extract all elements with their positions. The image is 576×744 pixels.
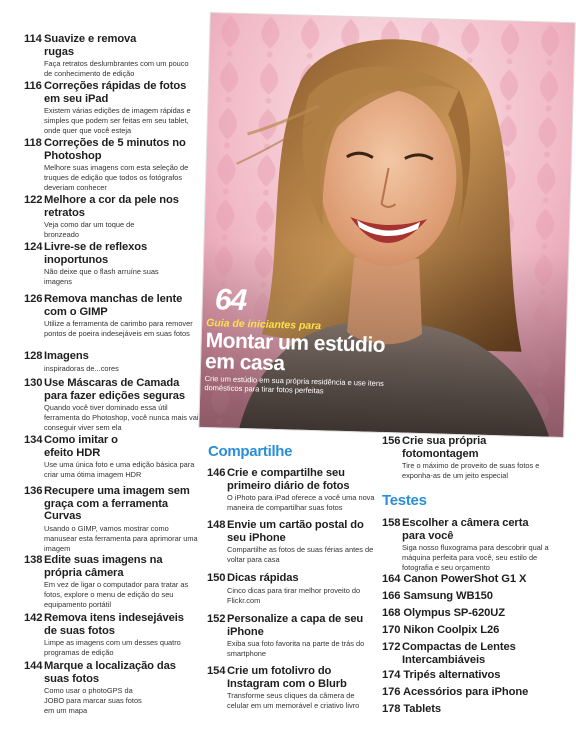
toc-entry[interactable] <box>207 665 377 711</box>
page-number: 158 <box>382 517 401 529</box>
page-number: 176 <box>382 686 401 698</box>
toc-entry[interactable] <box>382 669 500 682</box>
entry-description: Limpe as imagens com um desses quatro programas de edição <box>44 638 181 657</box>
page-number: 116 <box>24 80 42 92</box>
page-number: 118 <box>24 137 42 149</box>
toc-entry[interactable] <box>24 241 189 287</box>
page-number: 168 <box>382 607 401 619</box>
entry-title: Use Máscaras de Camada para fazer edições seguras <box>44 377 186 402</box>
entry-title: Canon PowerShot G1 X <box>403 573 527 585</box>
entry-description: Utilize a ferramenta de carimbo para remover pontos de poeira indesejáveis em suas fotos <box>44 319 193 338</box>
entry-description: Tire o máximo de proveito de suas fotos e exponha-as de um jeito especial <box>402 461 540 480</box>
toc-entry[interactable] <box>382 517 567 573</box>
entry-description: Em vez de ligar o computador para tratar as fotos, explore o menu de edição do seu equipamento portátil <box>44 580 189 609</box>
toc-entry[interactable] <box>24 660 199 716</box>
entry-title: Personalize a capa de seu iPhone <box>227 613 364 638</box>
entry-description: Compartilhe as fotos de suas férias antes de voltar para casa <box>227 545 374 564</box>
cover-page-number: 64 <box>214 283 247 318</box>
entry-description: Siga nosso fluxograma para descobrir qual a máquina perfeita para você, seu estilo de fotografia e seu orçamento <box>402 543 549 572</box>
entry-title: Crie um fotolivro do Instagram com o Blurb <box>227 665 347 690</box>
entry-title: Marque a localização das suas fotos <box>44 660 176 685</box>
toc-entry[interactable] <box>382 590 493 603</box>
section-heading-compartilhe: Compartilhe <box>208 443 293 460</box>
page-number: 126 <box>24 293 43 305</box>
entry-title: Escolher a câmera certa para você <box>402 517 529 542</box>
entry-title: Crie e compartilhe seu primeiro diário de fotos <box>227 467 350 492</box>
cover-subtitle: Guia de iniciantes para <box>206 316 322 333</box>
page-number: 174 <box>382 669 401 681</box>
entry-description: Como usar o photoGPS da JOBO para marcar suas fotos em um mapa <box>44 686 142 715</box>
toc-entry[interactable] <box>24 554 199 610</box>
entry-title: Envie um cartão postal do seu iPhone <box>227 519 364 544</box>
entry-description: Cinco dicas para tirar melhor proveito do Flickr.com <box>227 585 361 605</box>
page-number: 164 <box>382 573 401 585</box>
toc-entry[interactable] <box>382 641 567 666</box>
page-number: 130 <box>24 377 43 389</box>
toc-entry[interactable] <box>24 33 194 79</box>
entry-description: Melhore suas imagens com esta seleção de truques de edição que todos os fotógrafos deveriam conhecer <box>44 163 189 192</box>
toc-entry[interactable] <box>382 573 526 586</box>
entry-description: Existem várias edições de imagem rápidas e simples que podem ser feitas em seu tablet, onde quer que você esteja <box>44 106 191 135</box>
entry-title: Olympus SP-620UZ <box>403 607 505 619</box>
page-number: 166 <box>382 590 401 602</box>
entry-description: Não deixe que o flash arruíne suas imagens <box>44 267 159 286</box>
toc-entry[interactable] <box>382 435 562 481</box>
toc-entry[interactable] <box>24 612 199 658</box>
entry-title: Edite suas imagens na própria câmera <box>44 554 163 579</box>
toc-entry[interactable] <box>24 485 199 554</box>
entry-title: Tablets <box>403 703 442 715</box>
page-number: 170 <box>382 624 401 636</box>
entry-description: Use uma única foto e uma edição básica para criar uma ótima imagem HDR <box>44 460 195 479</box>
entry-title: Como imitar o efeito HDR <box>44 434 118 459</box>
page-number: 150 <box>207 572 226 584</box>
page-number: 152 <box>207 613 226 625</box>
toc-entry[interactable] <box>382 624 499 637</box>
entry-title: Melhore a cor da pele nos retratos <box>44 194 179 219</box>
cover-description: Crie um estúdio em sua própria residência e use itens domésticos para tirar fotos perfeitas <box>204 373 384 396</box>
page-number: 146 <box>207 467 226 479</box>
entry-description: Exiba sua foto favorita na parte de trás do smartphone <box>227 639 365 658</box>
page-number: 128 <box>24 350 43 362</box>
entry-title: Acessórios para iPhone <box>402 686 529 698</box>
entry-description: Quando você tiver dominado essa útil ferramenta do Photoshop, você nunca mais vai conseguir viver sem ela <box>44 403 199 432</box>
page-number: 178 <box>382 703 401 715</box>
toc-entry[interactable] <box>382 686 528 699</box>
entry-title: Compactas de Lentes Intercambiáveis <box>402 641 516 666</box>
entry-title: Remova itens indesejáveis de suas fotos <box>44 612 184 637</box>
toc-entry[interactable] <box>24 350 194 374</box>
page-number: 114 <box>24 33 42 45</box>
page-number: 136 <box>24 485 43 497</box>
entry-description: Veja como dar um toque de bronzeado <box>44 220 135 239</box>
page-number: 172 <box>382 641 401 653</box>
cover-photo[interactable] <box>199 13 574 437</box>
toc-entry[interactable] <box>24 80 199 136</box>
toc-entry[interactable] <box>207 519 377 565</box>
entry-title: Imagens <box>44 350 89 362</box>
entry-title: Correções de 5 minutos no Photoshop <box>44 137 186 162</box>
toc-entry[interactable] <box>24 293 202 339</box>
entry-description: Faça retratos deslumbrantes com um pouco de conhecimento de edição <box>44 59 189 78</box>
toc-entry[interactable] <box>207 613 377 659</box>
page-number: 148 <box>207 519 226 531</box>
toc-entry[interactable] <box>24 194 194 240</box>
toc-entry[interactable] <box>207 572 377 606</box>
page-number: 138 <box>24 554 43 566</box>
page-number: 154 <box>207 665 226 677</box>
page-number: 144 <box>24 660 43 672</box>
cover-title: Montar um estúdio em casa <box>204 328 386 376</box>
entry-title: Nikon Coolpix L26 <box>403 624 500 636</box>
toc-entry[interactable] <box>24 137 199 193</box>
toc-entry[interactable] <box>382 607 505 620</box>
entry-description: inspiradoras de...cores <box>44 363 119 373</box>
entry-title: Correções rápidas de fotos em seu iPad <box>44 80 187 105</box>
page-number: 124 <box>24 241 43 253</box>
page-number: 134 <box>24 434 43 446</box>
page-number: 156 <box>382 435 401 447</box>
entry-title: Tripés alternativos <box>403 669 501 681</box>
entry-title: Recupere uma imagem sem graça com a ferramenta Curvas <box>44 485 190 522</box>
entry-title: Samsung WB150 <box>403 590 493 602</box>
entry-title: Livre-se de reflexos inoportunos <box>44 241 148 266</box>
entry-title: Suavize e remova rugas <box>44 33 137 58</box>
page-number: 122 <box>24 194 43 206</box>
section-heading-testes: Testes <box>382 492 427 509</box>
entry-title: Remova manchas de lente com o GIMP <box>44 293 183 318</box>
toc-entry[interactable] <box>24 377 199 433</box>
entry-description: O iPhoto para iPad oferece a você uma nova maneira de compartilhar suas fotos <box>227 493 375 512</box>
entry-description: Transforme seus cliques da câmera de celular em um memorável e criativo livro <box>227 691 360 710</box>
entry-title: Crie sua própria fotomontagem <box>402 435 487 460</box>
entry-description: Usando o GIMP, vamos mostrar como manusear esta ferramenta para aprimorar uma imagem <box>44 523 198 553</box>
toc-entry[interactable] <box>382 703 441 716</box>
entry-title: Dicas rápidas <box>227 572 299 584</box>
page-number: 142 <box>24 612 43 624</box>
toc-entry[interactable] <box>24 434 196 480</box>
toc-entry[interactable] <box>207 467 377 513</box>
